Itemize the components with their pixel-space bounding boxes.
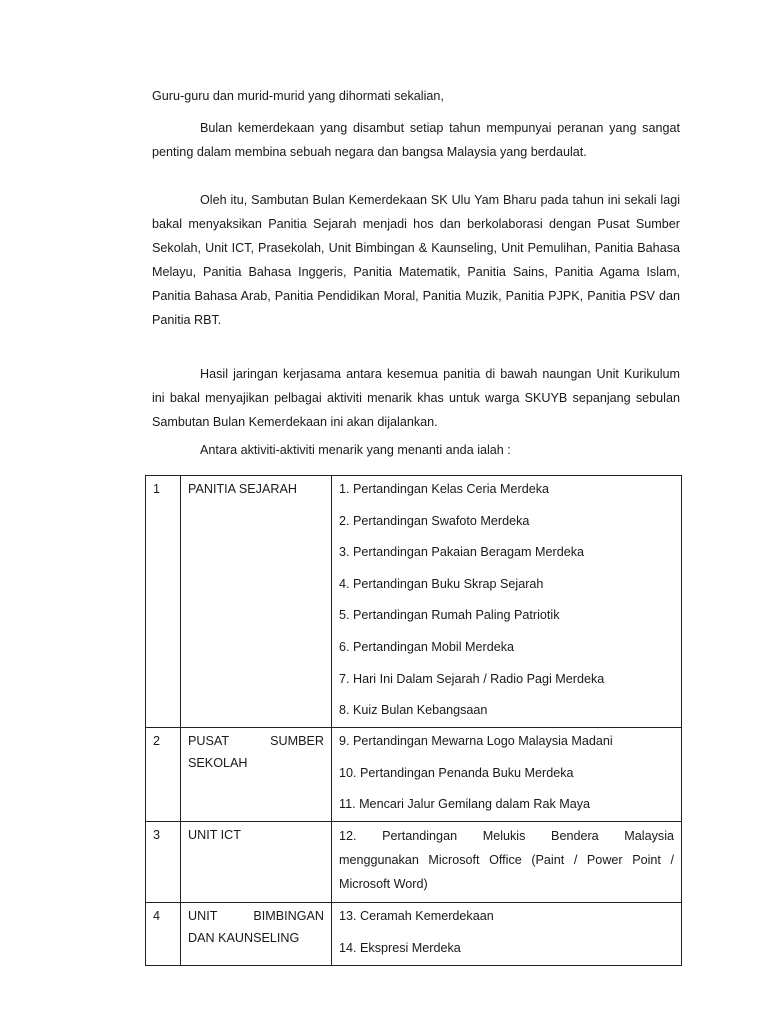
unit-name: [181, 728, 332, 822]
activity-cell: [332, 476, 682, 728]
activities-intro: Antara aktiviti-aktiviti menarik yang menanti anda ialah :: [200, 443, 511, 457]
unit-name-line: SEKOLAH: [188, 756, 248, 771]
unit-name-line: UNIT BIMBINGAN: [188, 909, 324, 924]
activity-line: 12. Pertandingan Melukis Bendera Malaysia: [339, 829, 674, 844]
paragraph-1: Bulan kemerdekaan yang disambut setiap tahun mempunyai peranan yang sangat penting dalam membina sebuah negara dan bangsa Malaysia yang berdaulat.: [152, 121, 680, 159]
activity-item: 10. Pertandingan Penanda Buku Merdeka: [339, 765, 574, 780]
salutation: Guru-guru dan murid-murid yang dihormati sekalian,: [152, 89, 444, 103]
activity-item: 14. Ekspresi Merdeka: [339, 940, 461, 955]
row-number: 4: [146, 903, 181, 966]
unit-name: PANITIA SEJARAH: [181, 476, 332, 728]
activity-item: 1. Pertandingan Kelas Ceria Merdeka: [339, 482, 550, 496]
activity-line: menggunakan Microsoft Office (Paint / Power Point / Microsoft Word): [339, 853, 674, 892]
unit-name-line: DAN KAUNSELING: [188, 931, 300, 946]
activity-item: 3. Pertandingan Pakaian Beragam Merdeka: [339, 545, 585, 560]
activity-item: [339, 824, 674, 896]
row-number: 3: [146, 822, 181, 903]
activity-cell: [332, 903, 682, 966]
row-number: 2: [146, 728, 181, 822]
table-row: [146, 822, 682, 903]
unit-name: [181, 903, 332, 966]
activity-item: 7. Hari Ini Dalam Sejarah / Radio Pagi Merdeka: [339, 671, 605, 686]
unit-name-line: PUSAT SUMBER: [188, 734, 324, 749]
row-number: 1: [146, 476, 181, 728]
activity-item: 8. Kuiz Bulan Kebangsaan: [339, 703, 488, 718]
activity-item: 6. Pertandingan Mobil Merdeka: [339, 639, 515, 654]
activity-item: 13. Ceramah Kemerdekaan: [339, 909, 494, 924]
activity-cell: [332, 822, 682, 903]
activity-cell: [332, 728, 682, 822]
activity-item: 4. Pertandingan Buku Skrap Sejarah: [339, 576, 544, 591]
table-row: [146, 476, 682, 728]
activity-item: 11. Mencari Jalur Gemilang dalam Rak Maya: [339, 797, 591, 812]
activities-table: [145, 475, 682, 966]
table-row: [146, 728, 682, 822]
unit-name: UNIT ICT: [181, 822, 332, 903]
activity-item: 2. Pertandingan Swafoto Merdeka: [339, 513, 530, 528]
activity-item: 5. Pertandingan Rumah Paling Patriotik: [339, 608, 560, 623]
paragraph-3: Hasil jaringan kerjasama antara kesemua panitia di bawah naungan Unit Kurikulum ini bakal menyajikan pelbagai aktiviti menarik khas untuk warga SKUYB sepanjang sebulan Sambutan Bulan Kemerdekaan ini akan dijalankan.: [152, 367, 680, 429]
paragraph-2: Oleh itu, Sambutan Bulan Kemerdekaan SK Ulu Yam Bharu pada tahun ini sekali lagi bakal menyaksikan Panitia Sejarah menjadi hos dan berkolaborasi dengan Pusat Sumber Sekolah, Unit ICT, Prasekolah, Unit Bimbingan & Kaunseling, Unit Pemulihan, Panitia Bahasa Melayu, Panitia Bahasa Inggeris, Panitia Matematik, Panitia Sains, Panitia Agama Islam, Panitia Bahasa Arab, Panitia Pendidikan Moral, Panitia Muzik, Panitia PJPK, Panitia PSV dan Panitia RBT.: [152, 193, 680, 327]
activity-item: 9. Pertandingan Mewarna Logo Malaysia Madani: [339, 734, 613, 749]
table-row: [146, 903, 682, 966]
